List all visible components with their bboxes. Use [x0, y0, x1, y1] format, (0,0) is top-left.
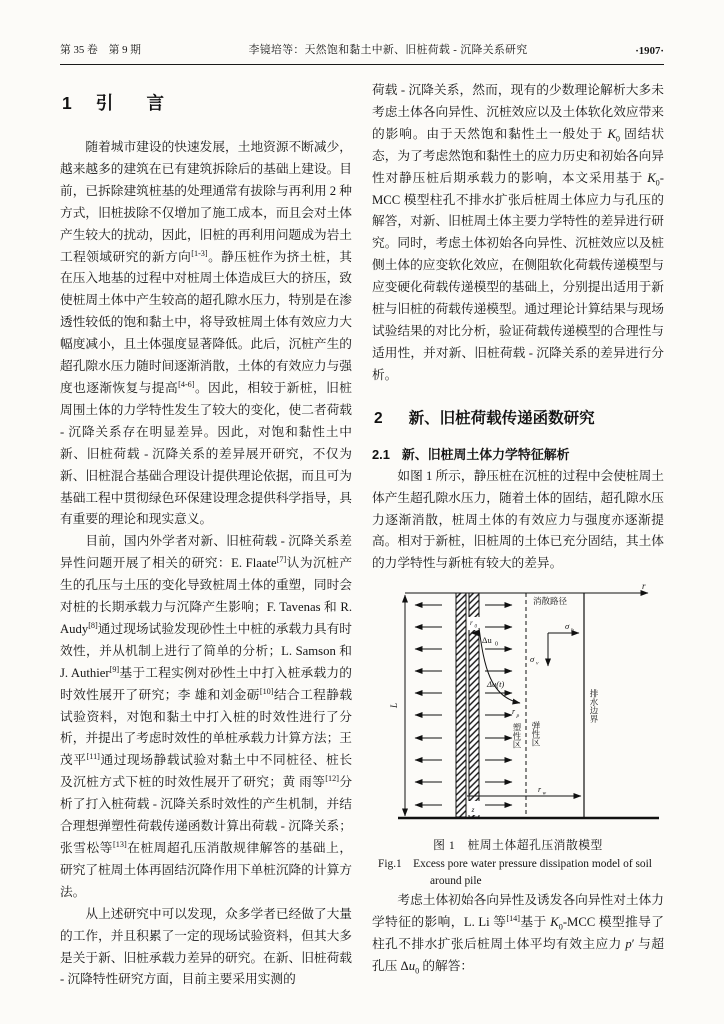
- paragraph: 随着城市建设的快速发展，土地资源不断减少，越来越多的建筑在已有建筑拆除后的基础上建设。目前，已拆除建筑桩基的处理通常有拔除与再利用 2 种方式，旧桩拔除不仅增加了施工成本，而且会对土体产生较大的扰动，因此，旧桩的再利用问题成为岩土工程领域研究的新方向[1-3]。静压桩作为挤土桩，其在压入地基的过程中对桩周土体造成巨大的挤压，致使桩周土体中产生较高的超孔隙水压力，特别是在渗透性较低的饱和黏土中，将导致桩周土体有效应力大幅度减小，且土体强度显著降低。此后，沉桩产生的超孔隙水压力随时间逐渐消散，土体的有效应力与强度也逐渐恢复与提高[4-6]。因此，相较于新桩，旧桩周围土体的力学特性发生了较大的变化，使二者荷载 - 沉降关系存在明显差异。因此，对饱和黏性土中新、旧桩荷载 - 沉降关系的差异展开研究，不仅为新、旧桩混合基础合理设计提供理论依据，而且可为基础工程中贯彻绿色环保建设理念提供科学指导，具有重要的理论和现实意义。: [60, 140, 352, 527]
- left-stress-arrows: [415, 605, 442, 805]
- left-column: [60, 80, 352, 991]
- header-running-title: 李镜培等：天然饱和黏土中新、旧桩荷载 - 沉降关系研究: [248, 44, 528, 56]
- section-2-1-title: 新、旧桩周土体力学特征解析: [401, 446, 570, 462]
- section-2-title: 新、旧桩荷载传递函数研究: [408, 409, 595, 427]
- figure-1: [372, 581, 664, 890]
- figure-caption-en-line1: Fig.1 Excess pore water pressure dissipation model of soil: [378, 858, 652, 871]
- rw-label: r: [537, 785, 541, 795]
- r0-label: r: [469, 619, 473, 628]
- two-column-body: [60, 80, 664, 991]
- section-2-1-heading: [372, 444, 664, 463]
- paragraph: 目前，国内外学者对新、旧桩荷载 - 沉降关系差异性问题开展了相关的研究：E. Flaate[7]认为沉桩产生的孔压与土压的变化导致桩周土体的重塑，同时会对桩的长期承载力与沉降产生影响；F. Tavenas 和 R. Audy[8]通过现场试验发现砂性土中桩的承载力具有时效性，并从机制上进行了简单的分析；L. Samson 和 J. Authier[9]基于工程实例对砂性土中打入桩承载力的时效性展开了研究；李 雄和刘金砺[10]结合工程静载试验资料，对饱和黏土中打入桩的时效性进行了分析，并提出了考虑时效性的单桩承载力计算方法；王茂平[11]通过现场静载试验对黏土中不同桩径、桩长及沉桩方式下桩的时效性展开了研究；黄 雨等[12]分析了打入桩荷载 - 沉降关系时效性的产生机制，并结合理想弹塑性荷载传递函数计算出荷载 - 沉降关系；张雪松等[13]在桩周超孔压消散规律解答的基础上，研究了桩周土体再固结沉降作用下单桩沉降的计算方法。: [60, 534, 353, 899]
- pore-pressure-dissipation-diagram: [376, 581, 661, 826]
- sigma-v-subscript: v: [535, 660, 538, 667]
- rp-subscript: p: [516, 713, 519, 720]
- section-2-number: 2: [374, 409, 383, 427]
- section-1-heading: [62, 90, 352, 115]
- section-2-heading: [374, 406, 664, 428]
- section-1-title: 引 言: [95, 93, 172, 113]
- elastic-zone-label: 弹性区: [530, 721, 541, 747]
- dissipation-path-label: 消散路径: [532, 596, 567, 607]
- L-label: L: [388, 703, 399, 709]
- figure-caption-en: [372, 856, 664, 890]
- du0-subscript: 0: [494, 641, 498, 648]
- pile-left-half: [456, 593, 466, 817]
- rp-label: r: [511, 707, 515, 717]
- header-volume-issue: 第 35 卷 第 9 期: [60, 44, 141, 56]
- figure-caption-en-line2: around pile: [430, 875, 482, 888]
- sigma-h-label: σ: [564, 621, 569, 632]
- paragraph: 从上述研究中可以发现，众多学者已经做了大量的工作，并且积累了一定的现场试验资料，但其大多是关于新、旧桩承载力差异的研究。在新、旧桩荷载 - 沉降特性研究方面，目前主要采用实测的: [60, 906, 352, 987]
- rw-subscript: w: [542, 790, 546, 797]
- header-page-number: ·1907·: [635, 45, 664, 57]
- drainage-boundary-label: 排水边界: [588, 689, 599, 724]
- paragraph: 荷载 - 沉降关系，然而，现有的少数理论解析大多未考虑土体各向异性、沉桩效应以及土体软化效应带来的影响。由于天然饱和黏性土一般处于 $K_0$ 固结状态，为了考虑然饱和黏性土的应力历史和初始各向异性对静压桩后期承载力的影响，本文采用基于 $K_0$-MCC 模型柱孔不排水扩张后桩周土体应力与孔压的解答，对新、旧桩周土体主要力学特性的差异进行研究。同时，考虑土体初始各向异性、沉桩效应以及桩侧土体的应变软化效应，在侧阻软化荷载传递模型与应变硬化荷载传递模型的基础上，分别提出适用于新桩与旧桩的荷载传递模型。通过理论计算结果与现场试验结果的对比分析，验证荷载传递模型的合理性与适用性，并对新、旧桩荷载 - 沉降关系的差异进行分析。: [372, 83, 665, 382]
- figure-caption-cn: 图 1 桩周土体超孔压消散模型: [433, 838, 603, 853]
- r-axis-label: r: [641, 581, 646, 592]
- paragraph: 考虑土体初始各向异性及诱发各向异性对土体力学特征的影响，L. Li 等[14]基于 $K_0$-MCC 模型推导了柱孔不排水扩张后桩周土体平均有效主应力 p′ 与超孔压 $\Delta u_0$ 的解答：: [372, 893, 665, 976]
- section-1-number: 1: [62, 93, 72, 113]
- r0-subscript: 0: [474, 624, 477, 630]
- plastic-zone-label: 塑性区: [511, 723, 522, 749]
- right-column: [372, 80, 664, 991]
- sigma-v-label: σ: [529, 654, 534, 665]
- z-axis-label: z: [471, 805, 474, 815]
- page-header: [60, 42, 664, 65]
- du0-label: Δu: [481, 635, 492, 646]
- dut-label: Δu(t): [486, 679, 504, 690]
- sigma-h-subscript: h: [570, 627, 574, 634]
- section-2-1-number: 2.1: [372, 446, 390, 462]
- paragraph: 如图 1 所示，静压桩在沉桩的过程中会使桩周土体产生超孔隙水压力，随着土体的固结，超孔隙水压力逐渐消散，桩周土体的有效应力与强度亦逐渐提高。相对于新桩，旧桩周的土体已充分固结，其土体的力学特性与新桩有较大的差异。: [372, 468, 664, 571]
